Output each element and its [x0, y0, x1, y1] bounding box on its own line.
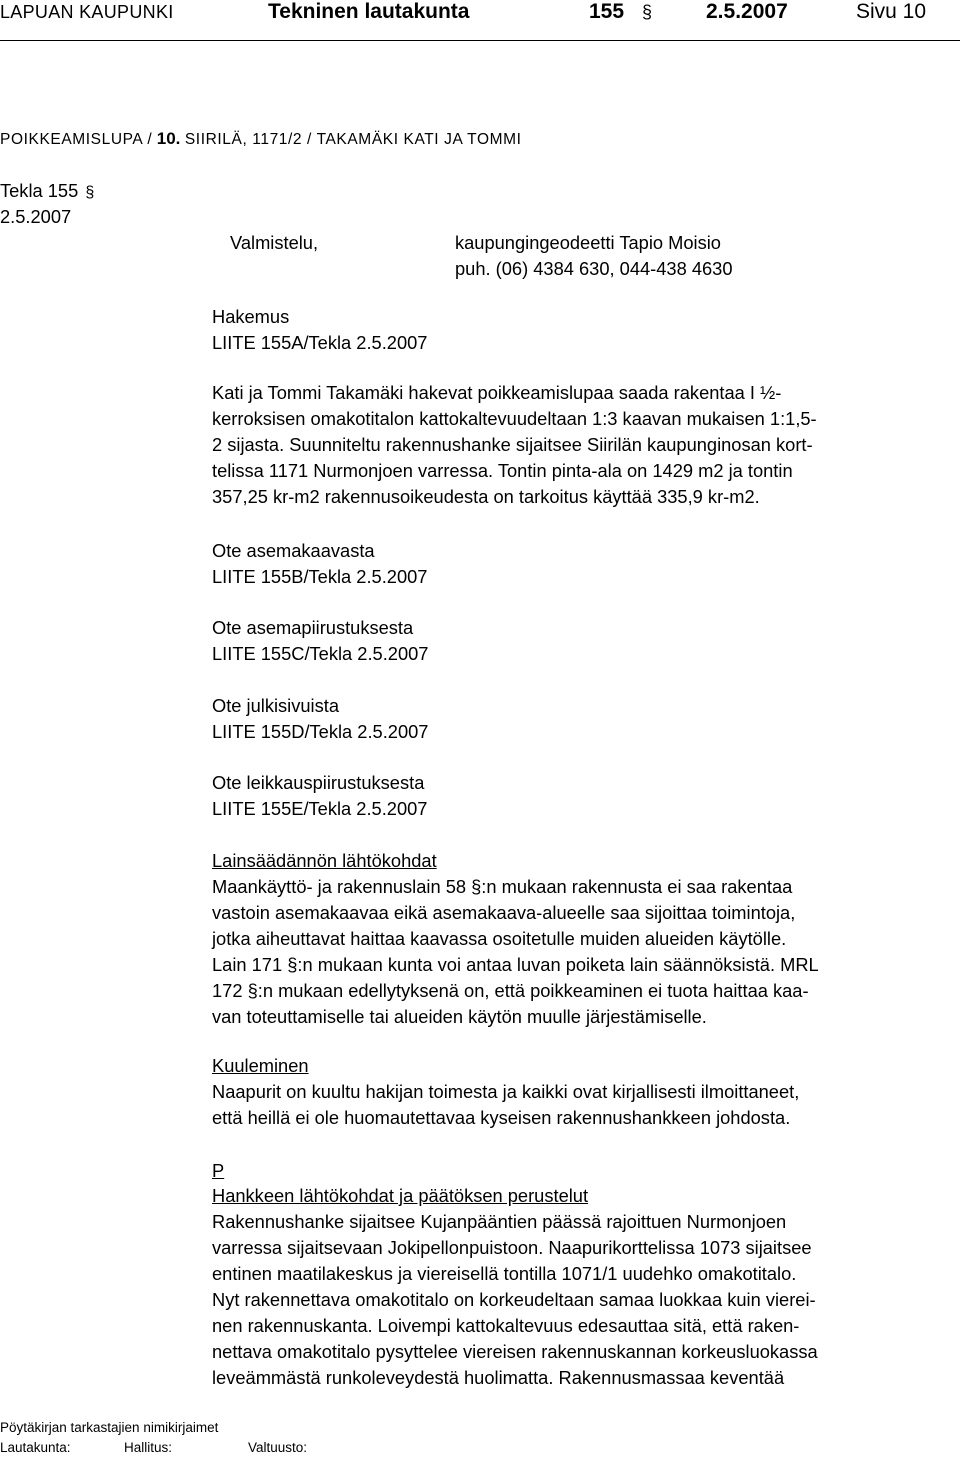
marker-p: P	[212, 1160, 225, 1181]
attachment-title: Ote leikkauspiirustuksesta	[212, 772, 425, 793]
text-line: 357,25 kr-m2 rakennusoikeudesta on tarkoitus käyttää 335,9 kr-m2.	[212, 486, 760, 507]
legal-text	[212, 874, 952, 1030]
section-title-prefix: POIKKEAMISLUPA /	[0, 131, 153, 148]
text-line: entinen maatilakeskus ja viereisellä tontilla 1071/1 uudehko omakotitalo.	[212, 1263, 797, 1284]
text-line: vastoin asemakaavaa eikä asemakaava-alueelle saa sijoittaa toimintoja,	[212, 902, 796, 923]
attachment-ref: LIITE 155D/Tekla 2.5.2007	[212, 721, 429, 742]
basis-text	[212, 1209, 952, 1391]
text-line: Nyt rakennettava omakotitalo on korkeudeltaan samaa luokkaa kuin vierei-	[212, 1289, 816, 1310]
attachment-ref: LIITE 155C/Tekla 2.5.2007	[212, 643, 429, 664]
board-name: Tekninen lautakunta	[268, 0, 470, 23]
preparation-label: Valmistelu,	[230, 232, 319, 253]
basis-heading: Hankkeen lähtökohdat ja päätöksen perustelut	[212, 1185, 589, 1206]
hearing-heading: Kuuleminen	[212, 1055, 309, 1076]
text-line: Kati ja Tommi Takamäki hakevat poikkeamislupaa saada rakentaa I ½-	[212, 382, 782, 403]
text-line: leveämmästä runkoleveydestä huolimatta. Rakennusmassaa keventää	[212, 1367, 785, 1388]
attachment-ref: LIITE 155B/Tekla 2.5.2007	[212, 566, 428, 587]
text-line: Maankäyttö- ja rakennuslain 58 §:n mukaan rakennusta ei saa rakentaa	[212, 876, 793, 897]
meeting-ref-symbol: §	[85, 184, 95, 201]
footer-government-label: Hallitus:	[124, 1440, 173, 1455]
text-line: Lain 171 §:n mukaan kunta voi antaa luvan poiketa lain säännöksistä. MRL	[212, 954, 819, 975]
meeting-ref-line1	[0, 178, 94, 206]
text-line: telissa 1171 Nurmonjoen varressa. Tontin pinta-ala on 1429 m2 ja tontin	[212, 460, 793, 481]
text-line: 2 sijasta. Suunniteltu rakennushanke sijaitsee Siirilän kaupunginosan kort-	[212, 434, 813, 455]
section-number: 155	[589, 0, 625, 23]
section-title-text: SIIRILÄ, 1171/2 / TAKAMÄKI KATI JA TOMMI	[184, 131, 522, 148]
preparer-phone: puh. (06) 4384 630, 044-438 4630	[455, 258, 733, 279]
text-line: kerroksisen omakotitalon kattokaltevuudeltaan 1:3 kaavan mukaisen 1:1,5-	[212, 408, 817, 429]
text-line: varressa sijaitsevaan Jokipellonpuistoon. Naapurikorttelissa 1073 sijaitsee	[212, 1237, 812, 1258]
text-line: nettava omakotitalo pysyttelee viereisen rakennuskannan korkeusluokassa	[212, 1341, 818, 1362]
page-number: Sivu 10	[856, 0, 927, 23]
text-line: Rakennushanke sijaitsee Kujanpääntien päässä rajoittuen Nurmonjoen	[212, 1211, 787, 1232]
text-line: Naapurit on kuultu hakijan toimesta ja kaikki ovat kirjallisesti ilmoittaneet,	[212, 1081, 800, 1102]
organization-name: LAPUAN KAUPUNKI	[0, 2, 174, 22]
section-title	[0, 129, 522, 149]
text-line: nen rakennuskanta. Loivempi kattokaltevuus edesauttaa sitä, että raken-	[212, 1315, 800, 1336]
meeting-ref-text: Tekla 155	[0, 180, 79, 201]
legal-heading: Lainsäädännön lähtökohdat	[212, 850, 437, 871]
application-attachment: LIITE 155A/Tekla 2.5.2007	[212, 332, 428, 353]
application-description	[212, 380, 952, 510]
hearing-text	[212, 1079, 952, 1131]
meeting-date: 2.5.2007	[706, 0, 788, 23]
text-line: van toteuttamiselle tai alueiden käytön muulle järjestämiselle.	[212, 1006, 707, 1027]
section-title-number: 10.	[156, 129, 181, 148]
attachment-title: Ote asemapiirustuksesta	[212, 617, 414, 638]
section-symbol: §	[642, 2, 653, 22]
attachment-title: Ote asemakaavasta	[212, 540, 375, 561]
text-line: että heillä ei ole huomautettavaa kyseisen rakennushankkeen johdosta.	[212, 1107, 791, 1128]
attachment-ref: LIITE 155E/Tekla 2.5.2007	[212, 798, 428, 819]
text-line: 172 §:n mukaan edellytyksenä on, että poikkeaminen ei tuota haittaa kaa-	[212, 980, 809, 1001]
meeting-ref-date: 2.5.2007	[0, 206, 72, 227]
page-header	[0, 0, 174, 24]
footer-signatures: Pöytäkirjan tarkastajien nimikirjaimet	[0, 1420, 219, 1435]
application-title: Hakemus	[212, 306, 290, 327]
footer-council-label: Valtuusto:	[248, 1440, 308, 1455]
attachment-title: Ote julkisivuista	[212, 695, 339, 716]
preparer-name: kaupungingeodeetti Tapio Moisio	[455, 232, 721, 253]
footer-board-label: Lautakunta:	[0, 1440, 71, 1455]
header-divider	[0, 40, 960, 41]
text-line: jotka aiheuttavat haittaa kaavassa osoitetulle muiden alueiden käytölle.	[212, 928, 787, 949]
